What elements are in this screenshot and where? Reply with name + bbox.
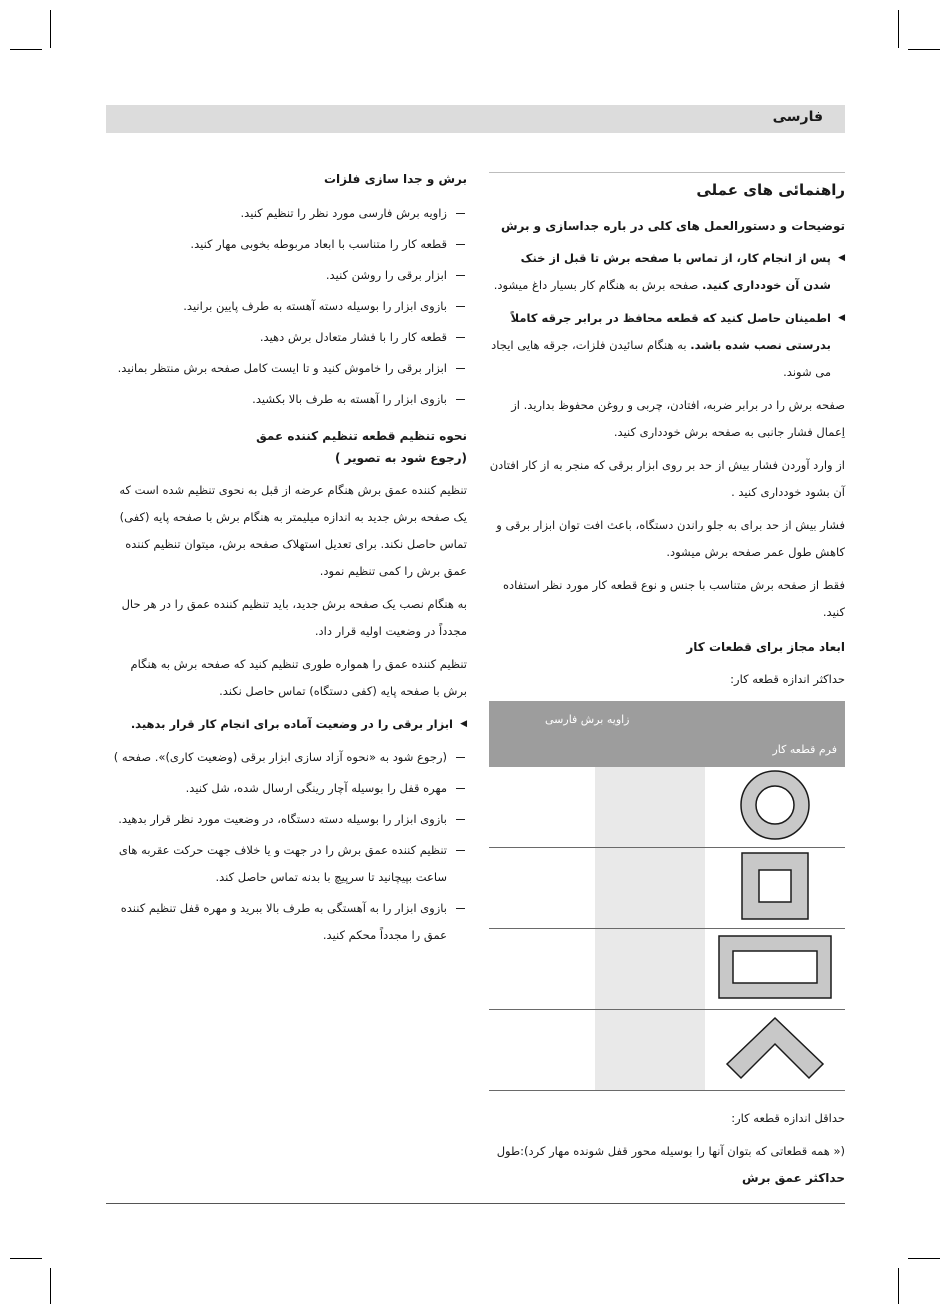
value-cell — [489, 848, 595, 929]
round-tube-icon — [737, 767, 813, 843]
depth-heading: نحوه تنظیم قطعه تنظیم کننده عمق — [256, 429, 467, 443]
paragraph: به هنگام نصب یک صفحه برش جدید، باید تنظیم کننده عمق را در هر حال مجدداً در وضعیت اولیه قرار داد. — [121, 597, 467, 638]
left-column — [110, 172, 467, 953]
step-item: بازوی ابزار را آهسته به طرف بالا بکشید. — [110, 386, 467, 413]
crop-mark — [10, 49, 42, 50]
general-heading: توضیحات و دستورالعمل های کلی در باره جداسازی و برش — [500, 219, 845, 233]
step-item: قطعه کار را با فشار متعادل برش دهید. — [110, 324, 467, 351]
step-item: بازوی ابزار را به آهستگی به طرف بالا ببرید و مهره قفل تنظیم کننده عمق را مجدداً محکم کنید. — [110, 895, 467, 949]
footer-rule — [106, 1203, 845, 1204]
value-cell — [595, 1010, 705, 1091]
step-item: بازوی ابزار را بوسیله دسته آهسته به طرف پایین برانید. — [110, 293, 467, 320]
metal-heading: برش و جدا سازی فلزات — [324, 172, 467, 186]
table-row — [489, 767, 845, 848]
step-item: ابزار برقی را روشن کنید. — [110, 262, 467, 289]
angle-profile-icon — [725, 1016, 825, 1080]
crop-mark — [50, 1268, 51, 1304]
step-item: زاویه برش فارسی مورد نظر را تنظیم کنید. — [110, 200, 467, 227]
paragraph: فشار بیش از حد برای به جلو راندن دستگاه، باعث افت توان ابزار برقی و کاهش طول عمر صفحه برش میشود. — [496, 518, 845, 559]
step-item: قطعه کار را متناسب با ابعاد مربوطه بخوبی مهار کنید. — [110, 231, 467, 258]
section-title: راهنمائی های عملی — [696, 181, 845, 199]
value-cell — [595, 848, 705, 929]
step-item: (رجوع شود به «نحوه آزاد سازی ابزار برقی (وضعیت کاری)». صفحه ) — [110, 744, 467, 771]
shape-cell — [705, 848, 845, 929]
crop-mark — [898, 1268, 899, 1304]
table-row — [489, 929, 845, 1010]
value-cell — [595, 767, 705, 848]
ready-bullet: ◀ ابزار برقی را در وضعیت آماده برای انجام کار قرار بدهید. — [110, 711, 467, 738]
min-size-text: (« همه قطعاتی که بتوان آنها را بوسیله محور قفل شونده مهار کرد):طول — [496, 1144, 845, 1158]
warning-bullet — [489, 305, 845, 386]
crop-mark — [908, 1258, 940, 1259]
table-header — [489, 701, 845, 767]
square-tube-icon — [740, 851, 810, 921]
shape-cell — [705, 1010, 845, 1091]
col-workpiece-header: فرم قطعه کار — [772, 743, 837, 756]
step-item: تنظیم کننده عمق برش را در جهت و یا خلاف جهت حرکت عقربه های ساعت بپیچانید تا سرپیچ با بدنه تماس حاصل کند. — [110, 837, 467, 891]
max-size-label: حداکثر اندازه قطعه کار: — [730, 672, 845, 686]
value-cell — [489, 767, 595, 848]
step-item: ابزار برقی را خاموش کنید و تا ایست کامل صفحه برش منتظر بمانید. — [110, 355, 467, 382]
paragraph: صفحه برش را در برابر ضربه، افتادن، چربی و روغن محفوظ بدارید. از اِعمال فشار جانبی به صفحه برش خودداری کنید. — [511, 398, 845, 439]
shape-cell — [705, 767, 845, 848]
bullet-text: به هنگام سائیدن فلزات، جرقه هایی ایجاد می شوند. — [491, 338, 831, 379]
right-column — [489, 172, 845, 1197]
col-angle-header: زاویه برش فارسی — [545, 713, 630, 726]
bullet-bold-text: پس از انجام کار، از تماس با صفحه برش تا قبل از خنک شدن آن خودداری کنید. — [520, 251, 831, 292]
table-row — [489, 1010, 845, 1091]
paragraph: تنظیم کننده عمق را همواره طوری تنظیم کنید که صفحه برش به هنگام برش با صفحه پایه (کفی دستگاه) تماس حاصل نکند. — [130, 657, 467, 698]
workpiece-table — [489, 701, 845, 1091]
section-rule — [489, 172, 845, 173]
shape-cell — [705, 929, 845, 1010]
table-row — [489, 848, 845, 929]
paragraph: تنظیم کننده عمق برش هنگام عرضه از قبل به نحوی تنظیم شده است که یک صفحه برش جدید به اندازه میلیمتر به هنگام برش با صفحه پایه (کفی) تماس حاصل نکند. برای تعدیل استهلاک صفحه برش، میتوان تنظیم کننده عمق برش را کمی تنظیم نمود. — [119, 483, 467, 578]
step-item: بازوی ابزار را بوسیله دسته دستگاه، در وضعیت مورد نظر قرار بدهید. — [110, 806, 467, 833]
bullet-text: صفحه برش به هنگام کار بسیار داغ میشود. — [493, 278, 702, 292]
paragraph: از وارد آوردن فشار بیش از حد بر روی ابزار برقی که منجر به از کار افتادن آن بشود خودداری کنید . — [489, 458, 845, 499]
max-depth-heading: حداکثر عمق برش — [742, 1171, 845, 1185]
crop-mark — [10, 1258, 42, 1259]
paragraph: فقط از صفحه برش متناسب با جنس و نوع قطعه کار مورد نظر استفاده کنید. — [503, 578, 845, 619]
crop-mark — [908, 49, 940, 50]
language-title: فارسی — [772, 109, 823, 125]
value-cell — [595, 929, 705, 1010]
rectangular-tube-icon — [717, 934, 833, 1000]
depth-figure-ref: (رجوع شود به تصویر ) — [334, 451, 467, 465]
step-item: مهره قفل را بوسیله آچار رینگی ارسال شده، شل کنید. — [110, 775, 467, 802]
value-cell — [489, 929, 595, 1010]
crop-mark — [50, 10, 51, 48]
crop-mark — [898, 10, 899, 48]
warning-bullet — [489, 245, 845, 299]
value-cell — [489, 1010, 595, 1091]
min-size-label: حداقل اندازه قطعه کار: — [731, 1111, 845, 1125]
bullet-bold-text: اطمینان حاصل کنید که قطعه محافظ در برابر جرقه کاملاً بدرستی نصب شده باشد. — [510, 311, 831, 352]
language-header-bar — [106, 105, 845, 133]
dims-heading: ابعاد مجاز برای قطعات کار — [686, 640, 845, 654]
